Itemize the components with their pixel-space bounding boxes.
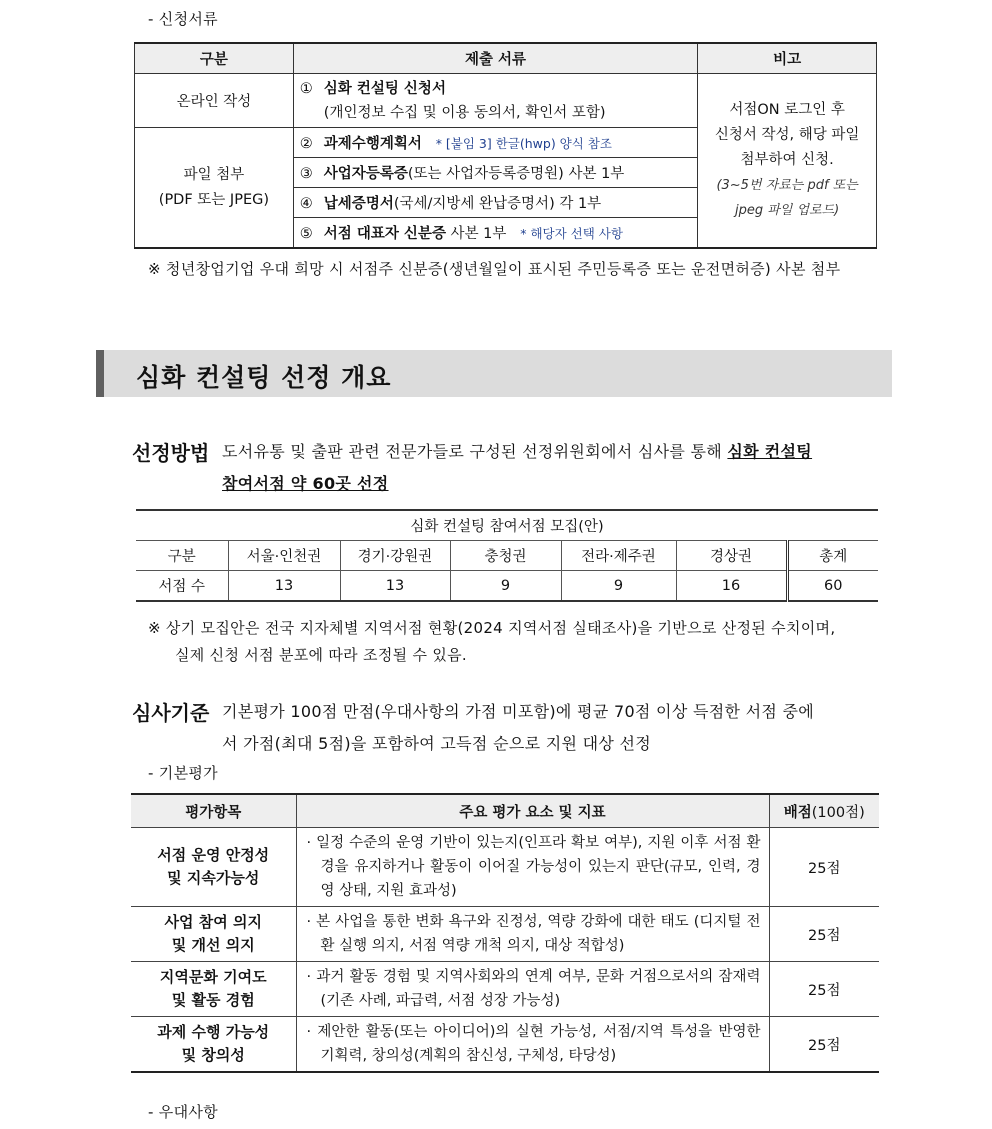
section-header-bar (96, 350, 892, 397)
header-gyeongsang: 경상권 (676, 541, 787, 571)
section-title: 심화 컨설팅 선정 개요 (136, 363, 392, 392)
eval-item-line: 지역문화 기여도 (159, 968, 267, 986)
score-header-bold: 배점 (783, 804, 812, 821)
cell-gyeonggi-gangwon: 13 (340, 571, 450, 602)
header-seoul-incheon: 서울·인천권 (228, 541, 340, 571)
cell-chungcheong: 9 (450, 571, 561, 602)
eval-item (131, 907, 296, 962)
doc-representative-id (293, 218, 697, 249)
eval-item (131, 962, 296, 1017)
doc-detail: (또는 사업자등록증명원) 사본 1부 (407, 166, 625, 182)
criteria-label: 심사기준 (132, 701, 210, 725)
eval-score: 25점 (769, 1017, 879, 1073)
criteria-text-line: 기본평가 100점 만점(우대사항의 가점 미포함)에 평균 70점 이상 득점한 서점 중에 (222, 702, 815, 721)
application-docs-table (134, 42, 877, 249)
recruitment-table-title: 심화 컨설팅 참여서점 모집(안) (136, 510, 878, 541)
table-row (131, 1017, 879, 1073)
row-label: 서점 수 (136, 571, 228, 602)
eval-score: 25점 (769, 828, 879, 907)
table-header-row (131, 794, 879, 828)
eval-desc (296, 962, 769, 1017)
footnote-youth-startup: ※ 청년창업기업 우대 희망 시 서점주 신분증(생년월일이 표시된 주민등록증 또는 운전면허증) 사본 첨부 (148, 260, 841, 278)
doc-title: 과제수행계획서 (323, 136, 422, 152)
doc-title: 서점 대표자 신분증 (323, 226, 446, 242)
note-line: 실제 신청 서점 분포에 따라 조정될 수 있음. (175, 646, 467, 664)
selection-method-label: 선정방법 (132, 441, 210, 465)
doc-detail: (국세/지방세 완납증명서) 각 1부 (393, 196, 602, 212)
doc-subtitle: (개인정보 수집 및 이용 동의서, 확인서 포함) (323, 104, 606, 121)
table-row (131, 962, 879, 1017)
table-header-row (135, 43, 877, 74)
subheading-preferences: - 우대사항 (148, 1103, 218, 1121)
note-line: ※ 상기 모집안은 전국 지자체별 지역서점 현황(2024 지역서점 실태조사)을 기반으로 산정된 수치이며, (148, 619, 836, 637)
doc-application-form (293, 74, 697, 128)
eval-desc-text: · 일정 수준의 운영 기반이 있는지(인프라 확보 여부), 지원 이후 서점 환경을 유지하거나 활동이 이어질 가능성이 있는지 판단(규모, 인력, 경영 상태, 지원 효과성) (306, 835, 761, 899)
category-format: (PDF 또는 JPEG) (158, 191, 269, 208)
criteria-text-line: 서 가점(최대 5점)을 포함하여 고득점 순으로 지원 대상 선정 (222, 734, 652, 753)
eval-score: 25점 (769, 907, 879, 962)
selection-emphasis: 참여서점 약 60곳 선정 (222, 474, 389, 493)
remarks-cell (698, 74, 877, 249)
doc-note: * [붙임 3] 한글(hwp) 양식 참조 (435, 136, 612, 151)
selection-emphasis: 심화 컨설팅 (727, 442, 813, 461)
doc-tax-certificate (293, 188, 697, 218)
recruitment-note (148, 615, 835, 669)
doc-business-registration (293, 158, 697, 188)
eval-item-line: 및 지속가능성 (167, 869, 260, 887)
category-file-attach (135, 128, 294, 249)
eval-desc (296, 1017, 769, 1073)
doc-title: 사업자등록증 (323, 166, 408, 182)
eval-score: 25점 (769, 962, 879, 1017)
header-gyeonggi-gangwon: 경기·강원권 (340, 541, 450, 571)
remark-note: jpeg 파일 업로드) (734, 203, 840, 218)
table-header-row (136, 541, 878, 571)
remark-line: 신청서 작성, 해당 파일 (714, 127, 860, 143)
eval-item-line: 서점 운영 안정성 (157, 846, 270, 864)
header-category: 구분 (135, 43, 294, 74)
eval-desc-text: · 과거 활동 경험 및 지역사회와의 연계 여부, 문화 거점으로서의 잠재력(기존 사례, 파급력, 서점 성장 가능성) (306, 969, 761, 1009)
header-jeolla-jeju: 전라·제주권 (561, 541, 676, 571)
doc-note: * 해당자 선택 사항 (520, 226, 623, 241)
subheading-application-docs: - 신청서류 (148, 10, 218, 28)
table-title-row (136, 510, 878, 541)
subheading-basic-eval: - 기본평가 (148, 764, 218, 782)
doc-number: ① (299, 80, 313, 97)
doc-title: 심화 컨설팅 신청서 (323, 80, 446, 97)
eval-item-line: 사업 참여 의지 (164, 913, 262, 931)
doc-number: ⑤ (299, 226, 313, 242)
remark-line: 서점ON 로그인 후 (729, 102, 845, 118)
header-eval-desc: 주요 평가 요소 및 지표 (296, 794, 769, 828)
remark-note: (3~5번 자료는 pdf 또는 (716, 178, 858, 193)
header-documents: 제출 서류 (293, 43, 697, 74)
header-eval-item: 평가항목 (131, 794, 296, 828)
header-total: 총계 (787, 541, 878, 571)
eval-item-line: 및 창의성 (181, 1046, 245, 1064)
eval-item (131, 1017, 296, 1073)
eval-item-line: 과제 수행 가능성 (157, 1023, 270, 1041)
eval-desc (296, 828, 769, 907)
table-row (131, 907, 879, 962)
eval-desc (296, 907, 769, 962)
doc-task-plan (293, 128, 697, 158)
recruitment-table (136, 509, 878, 602)
header-eval-score (769, 794, 879, 828)
eval-desc-text: · 제안한 활동(또는 아이디어)의 실현 가능성, 서점/지역 특성을 반영한 기획력, 창의성(계획의 참신성, 구체성, 타당성) (306, 1024, 761, 1064)
evaluation-table (131, 793, 879, 1073)
remark-line: 첨부하여 신청. (740, 152, 834, 168)
doc-number: ② (299, 136, 313, 152)
cell-total: 60 (787, 571, 878, 602)
doc-number: ③ (299, 166, 313, 182)
eval-item-line: 및 활동 경험 (171, 991, 255, 1009)
table-row (135, 74, 877, 128)
cell-seoul-incheon: 13 (228, 571, 340, 602)
category-online: 온라인 작성 (135, 74, 294, 128)
header-chungcheong: 충청권 (450, 541, 561, 571)
eval-item (131, 828, 296, 907)
header-remarks: 비고 (698, 43, 877, 74)
selection-method-text (222, 436, 886, 500)
cell-jeolla-jeju: 9 (561, 571, 676, 602)
eval-item-line: 및 개선 의지 (171, 936, 255, 954)
table-row (136, 571, 878, 602)
doc-number: ④ (299, 196, 313, 212)
cell-gyeongsang: 16 (676, 571, 787, 602)
selection-text: 도서유통 및 출판 관련 전문가들로 구성된 선정위원회에서 심사를 통해 (222, 442, 728, 461)
criteria-text (222, 696, 886, 760)
doc-detail: 사본 1부 (445, 226, 507, 242)
score-header-rest: (100점) (811, 804, 865, 821)
header-category: 구분 (136, 541, 228, 571)
table-row (131, 828, 879, 907)
category-label: 파일 첨부 (183, 166, 245, 183)
doc-title: 납세증명서 (323, 196, 394, 212)
eval-desc-text: · 본 사업을 통한 변화 욕구와 진정성, 역량 강화에 대한 태도 (디지털 전환 실행 의지, 서점 역량 개척 의지, 대상 적합성) (306, 914, 761, 954)
